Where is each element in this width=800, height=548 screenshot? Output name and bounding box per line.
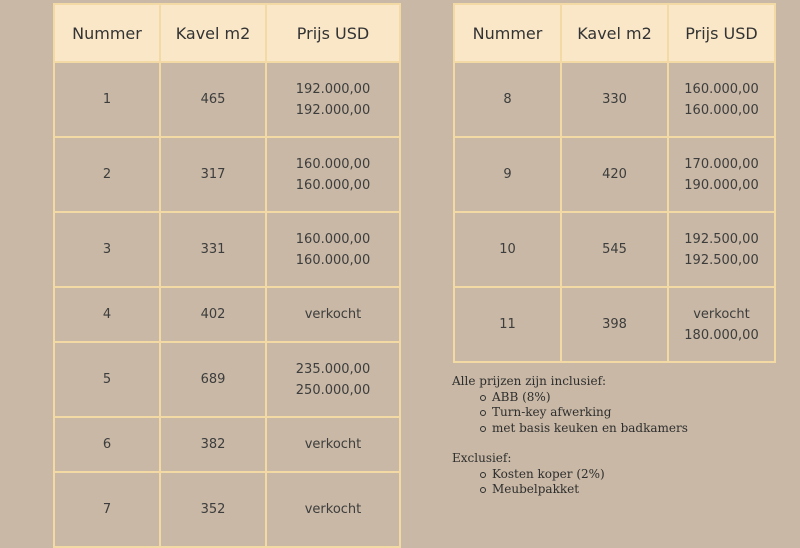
table-row [54, 137, 400, 212]
list-item-text: Turn-key afwerking [492, 405, 612, 419]
price-line: 160.000,00 [684, 81, 759, 97]
cell-kavel: 398 [561, 287, 668, 362]
list-item [492, 405, 792, 421]
header-kavel: Kavel m2 [561, 4, 668, 62]
list-item-text: Kosten koper (2%) [492, 466, 605, 481]
header-prijs: Prijs USD [668, 4, 775, 62]
cell-kavel: 330 [561, 62, 668, 137]
table-row [54, 342, 400, 417]
inclusive-list [452, 390, 792, 437]
cell-prijs [266, 62, 400, 137]
cell-prijs [266, 472, 400, 547]
cell-kavel: 545 [561, 212, 668, 287]
cell-prijs [266, 417, 400, 472]
table-row [454, 287, 775, 362]
cell-kavel: 402 [160, 287, 266, 342]
cell-kavel: 352 [160, 472, 266, 547]
table-header-row [454, 4, 775, 62]
cell-kavel: 382 [160, 417, 266, 472]
cell-nummer: 1 [54, 62, 160, 137]
cell-prijs [266, 287, 400, 342]
circle-bullet-icon [480, 426, 486, 432]
header-kavel: Kavel m2 [160, 4, 266, 62]
circle-bullet-icon [480, 395, 486, 401]
table-row [454, 212, 775, 287]
price-line: 180.000,00 [684, 327, 759, 343]
price-line: 160.000,00 [295, 156, 371, 172]
cell-prijs [266, 342, 400, 417]
table-row [54, 417, 400, 472]
list-item [492, 482, 792, 498]
cell-nummer: 3 [54, 212, 160, 287]
list-item [492, 390, 792, 406]
exclusive-list [452, 467, 792, 498]
table-row [54, 287, 400, 342]
price-line: verkocht [304, 307, 362, 322]
cell-nummer: 9 [454, 137, 561, 212]
cell-nummer: 4 [54, 287, 160, 342]
price-line: 250.000,00 [295, 382, 371, 398]
price-line: 192.000,00 [295, 81, 371, 97]
table-header-row [54, 4, 400, 62]
cell-prijs [266, 137, 400, 212]
price-notes [452, 374, 792, 498]
cell-kavel: 689 [160, 342, 266, 417]
cell-prijs [266, 212, 400, 287]
plot-price-table-right [453, 3, 776, 363]
price-line: verkocht [304, 502, 362, 517]
cell-prijs [668, 287, 775, 362]
price-line: 235.000,00 [295, 361, 371, 377]
list-item [492, 421, 792, 437]
price-line: 160.000,00 [295, 177, 371, 193]
header-nummer: Nummer [54, 4, 160, 62]
price-line: 192.000,00 [295, 102, 371, 118]
cell-prijs [668, 212, 775, 287]
price-line: 192.500,00 [684, 252, 759, 268]
circle-bullet-icon [480, 472, 486, 478]
cell-prijs [668, 137, 775, 212]
plot-price-table-left [53, 3, 401, 548]
table-row [54, 212, 400, 287]
exclusive-title: Exclusief: [452, 451, 512, 465]
list-item-text: met basis keuken en badkamers [492, 420, 688, 435]
list-item [492, 467, 792, 483]
table-row [454, 137, 775, 212]
price-line: verkocht [304, 437, 362, 452]
cell-nummer: 11 [454, 287, 561, 362]
cell-nummer: 8 [454, 62, 561, 137]
header-prijs: Prijs USD [266, 4, 400, 62]
price-line: 160.000,00 [684, 102, 759, 118]
cell-kavel: 420 [561, 137, 668, 212]
cell-prijs [668, 62, 775, 137]
cell-nummer: 6 [54, 417, 160, 472]
cell-nummer: 10 [454, 212, 561, 287]
list-item-text: ABB (8%) [492, 389, 551, 404]
price-line: 160.000,00 [295, 231, 371, 247]
inclusive-title: Alle prijzen zijn inclusief: [452, 374, 607, 388]
cell-nummer: 7 [54, 472, 160, 547]
price-line: 190.000,00 [684, 177, 759, 193]
price-line: 192.500,00 [684, 231, 759, 247]
list-item-text: Meubelpakket [492, 482, 580, 496]
table-row [54, 472, 400, 547]
cell-kavel: 317 [160, 137, 266, 212]
cell-nummer: 5 [54, 342, 160, 417]
table-row [454, 62, 775, 137]
circle-bullet-icon [480, 410, 486, 416]
cell-kavel: 331 [160, 212, 266, 287]
price-line: verkocht [693, 306, 750, 322]
price-line: 160.000,00 [295, 252, 371, 268]
table-row [54, 62, 400, 137]
cell-kavel: 465 [160, 62, 266, 137]
header-nummer: Nummer [454, 4, 561, 62]
cell-nummer: 2 [54, 137, 160, 212]
circle-bullet-icon [480, 487, 486, 493]
price-line: 170.000,00 [684, 156, 759, 172]
